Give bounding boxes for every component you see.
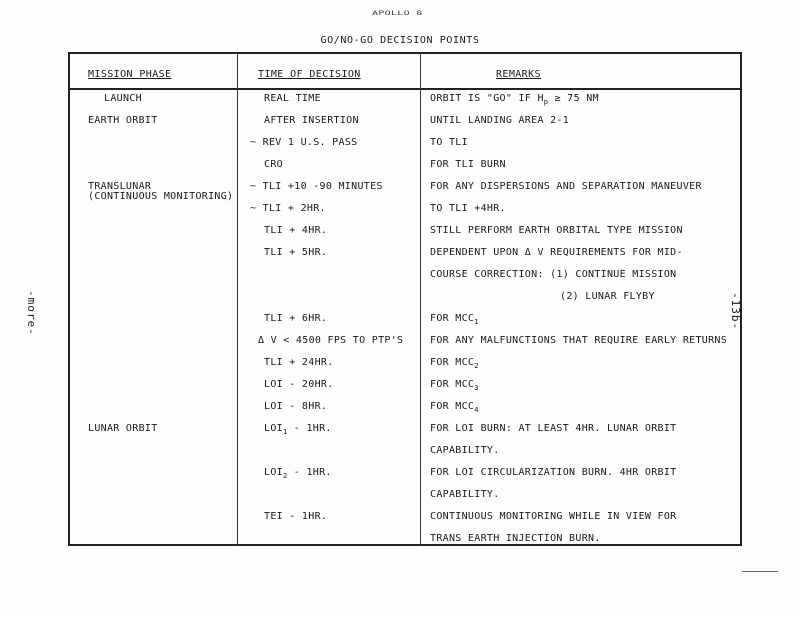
header-mission-phase: MISSION PHASE	[88, 69, 172, 80]
time-of-decision-cell: ~ TLI +10 -90 MINUTES	[250, 181, 383, 192]
remarks-cell: UNTIL LANDING AREA 2-1	[430, 115, 570, 126]
time-of-decision-cell: AFTER INSERTION	[264, 115, 359, 126]
remarks-cell: COURSE CORRECTION: (1) CONTINUE MISSION	[430, 269, 677, 280]
remarks-cell: (2) LUNAR FLYBY	[560, 291, 655, 302]
time-of-decision-cell: ~ REV 1 U.S. PASS	[250, 137, 358, 148]
mission-phase-cell: TRANSLUNAR	[88, 181, 152, 192]
remarks-cell: DEPENDENT UPON Δ V REQUIREMENTS FOR MID-	[430, 247, 683, 258]
remarks-cell: TO TLI	[430, 137, 468, 148]
time-of-decision-cell: $LOI_2 - 1HR$.	[264, 467, 332, 480]
remarks-cell: ORBIT IS "GO" IF $H_p \ge 75$ NM	[430, 93, 599, 106]
remarks-cell: FOR $MCC_3$	[430, 379, 479, 392]
remarks-cell: STILL PERFORM EARTH ORBITAL TYPE MISSION	[430, 225, 683, 236]
time-of-decision-cell: TEI - 1HR.	[264, 511, 328, 522]
column-divider-2	[420, 52, 421, 546]
side-note-more: -more-	[25, 290, 38, 336]
mission-phase-cell: EARTH ORBIT	[88, 115, 158, 126]
time-of-decision-cell: ~ TLI + 2HR.	[250, 203, 326, 214]
remarks-cell: FOR $MCC_4$	[430, 401, 479, 414]
remarks-cell: FOR TLI BURN	[430, 159, 506, 170]
time-of-decision-cell: TLI + 4HR.	[264, 225, 328, 236]
time-of-decision-cell: Δ V < 4500 FPS TO PTP'S	[258, 335, 404, 346]
remarks-cell: FOR LOI BURN: AT LEAST 4HR. LUNAR ORBIT	[430, 423, 677, 434]
mission-phase-cell: LAUNCH	[104, 93, 142, 104]
scan-mark	[742, 571, 778, 572]
remarks-cell: FOR ANY DISPERSIONS AND SEPARATION MANEUVER	[430, 181, 702, 192]
remarks-cell: CAPABILITY.	[430, 445, 500, 456]
time-of-decision-cell: $LOI_1 - 1HR$.	[264, 423, 332, 436]
time-of-decision-cell: TLI + 24HR.	[264, 357, 334, 368]
time-of-decision-cell: LOI - 20HR.	[264, 379, 334, 390]
remarks-cell: CAPABILITY.	[430, 489, 500, 500]
remarks-cell: FOR ANY MALFUNCTIONS THAT REQUIRE EARLY RETURNS	[430, 335, 728, 346]
remarks-cell: CONTINUOUS MONITORING WHILE IN VIEW FOR	[430, 511, 677, 522]
time-of-decision-cell: LOI - 8HR.	[264, 401, 328, 412]
time-of-decision-cell: CRO	[264, 159, 283, 170]
top-header: APOLLO 8	[372, 10, 423, 17]
remarks-cell: FOR $MCC_1$	[430, 313, 479, 326]
header-time-of-decision: TIME OF DECISION	[258, 69, 361, 80]
column-divider-1	[237, 52, 238, 546]
remarks-cell: FOR LOI CIRCULARIZATION BURN. 4HR ORBIT	[430, 467, 677, 478]
document-title: GO/NO-GO DECISION POINTS	[320, 35, 480, 46]
time-of-decision-cell: TLI + 6HR.	[264, 313, 328, 324]
remarks-cell: FOR $MCC_2$	[430, 357, 479, 370]
mission-phase-note: (CONTINUOUS MONITORING)	[88, 191, 234, 202]
time-of-decision-cell: TLI + 5HR.	[264, 247, 328, 258]
mission-phase-cell: LUNAR ORBIT	[88, 423, 158, 434]
remarks-cell: TRANS EARTH INJECTION BURN.	[430, 533, 601, 544]
page-number: -13b-	[729, 292, 742, 331]
time-of-decision-cell: REAL TIME	[264, 93, 321, 104]
header-remarks: REMARKS	[496, 69, 541, 80]
remarks-cell: TO TLI +4HR.	[430, 203, 506, 214]
header-divider	[68, 88, 742, 90]
